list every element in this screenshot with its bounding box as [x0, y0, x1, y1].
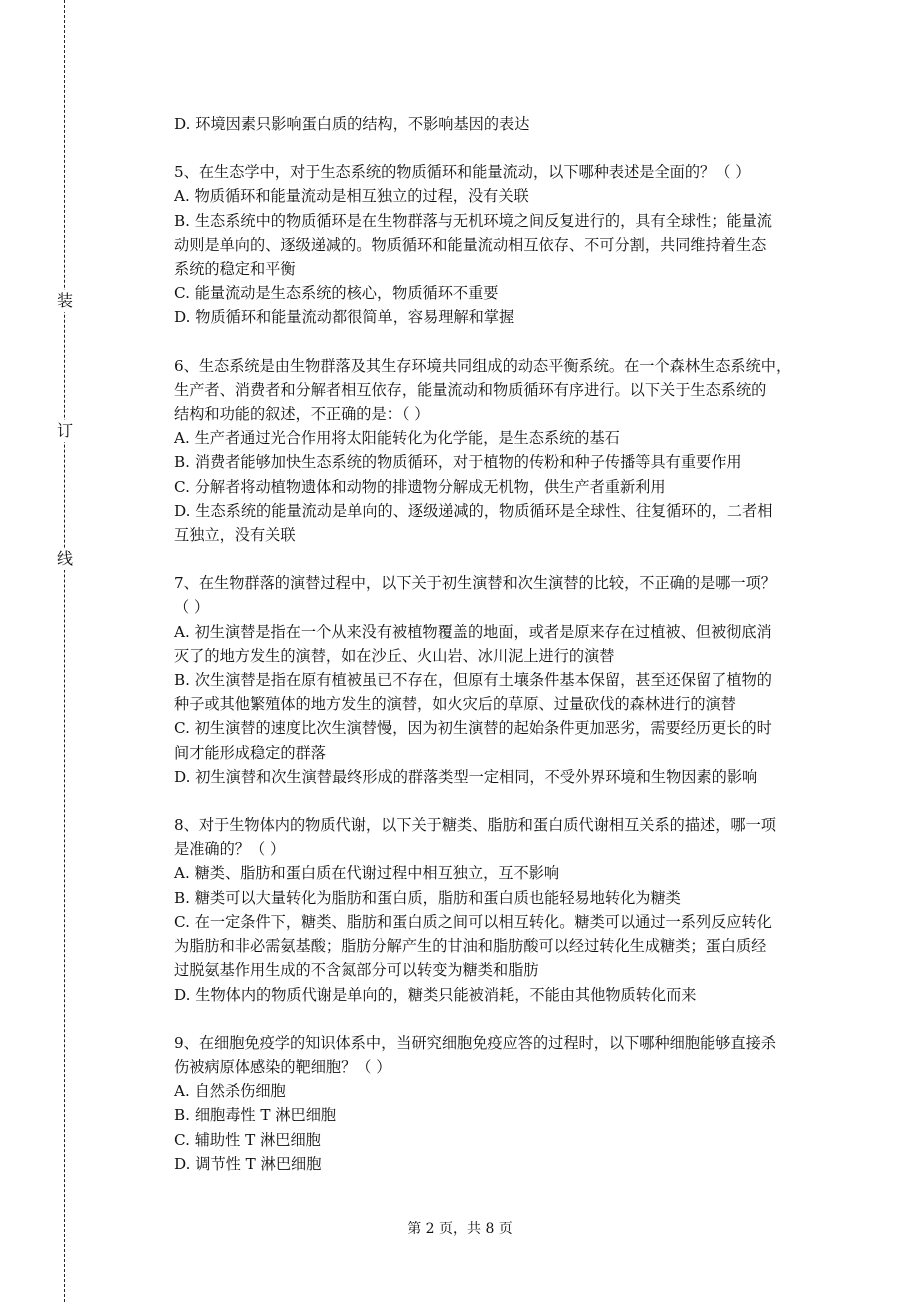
text-line: B. 细胞毒性 T 淋巴细胞 — [174, 1106, 337, 1125]
text-line: B. 消费者能够加快生态系统的物质循环，对于植物的传粉和种子传播等具有重要作用 — [174, 453, 742, 472]
text-line: 灭了的地方发生的演替，如在沙丘、火山岩、冰川泥上进行的演替 — [174, 646, 615, 665]
text-line: 8、对于生物体内的物质代谢，以下关于糖类、脂肪和蛋白质代谢相互关系的描述，哪一项 — [174, 816, 776, 835]
text-line: 间才能形成稳定的群落 — [174, 743, 326, 762]
text-line: B. 次生演替是指在原有植被虽已不存在，但原有土壤条件基本保留，甚至还保留了植物的 — [174, 671, 772, 690]
text-line: D. 调节性 T 淋巴细胞 — [174, 1154, 322, 1173]
text-line: 过脱氨基作用生成的不含氮部分可以转变为糖类和脂肪 — [174, 961, 539, 980]
text-line: D. 生物体内的物质代谢是单向的，糖类只能被消耗，不能由其他物质转化而来 — [174, 985, 697, 1004]
text-line: 伤被病原体感染的靶细胞？（ ） — [174, 1057, 392, 1076]
text-line: A. 生产者通过光合作用将太阳能转化为化学能，是生态系统的基石 — [174, 429, 620, 448]
text-line: C. 辅助性 T 淋巴细胞 — [174, 1130, 321, 1149]
question-gap — [174, 789, 814, 813]
exam-content — [174, 112, 814, 1176]
question-gap — [174, 547, 814, 571]
text-line: C. 分解者将动植物遗体和动物的排遗物分解成无机物，供生产者重新利用 — [174, 477, 666, 496]
binding-char-xian: 线 — [56, 549, 73, 568]
binding-char-ding: 订 — [56, 421, 73, 440]
text-line: C. 在一定条件下，糖类、脂肪和蛋白质之间可以相互转化。糖类可以通过一系列反应转化 — [174, 912, 772, 931]
text-line: 互独立，没有关联 — [174, 526, 296, 545]
text-line: 种子或其他繁殖体的地方发生的演替，如火灾后的草原、过量砍伐的森林进行的演替 — [174, 695, 736, 714]
text-line: 生产者、消费者和分解者相互依存，能量流动和物质循环有序进行。以下关于生态系统的 — [174, 380, 767, 399]
text-line: 9、在细胞免疫学的知识体系中，当研究细胞免疫应答的过程时，以下哪种细胞能够直接杀 — [174, 1033, 776, 1052]
text-line: D. 物质循环和能量流动都很简单，容易理解和掌握 — [174, 308, 515, 327]
text-line: 结构和功能的叙述，不正确的是：（ ） — [174, 405, 430, 424]
page-number-footer: 第 2 页，共 8 页 — [407, 1221, 513, 1237]
text-line: 7、在生物群落的演替过程中，以下关于初生演替和次生演替的比较，不正确的是哪一项？ — [174, 574, 776, 593]
text-line: D. 初生演替和次生演替最终形成的群落类型一定相同，不受外界环境和生物因素的影响 — [174, 767, 758, 786]
binding-dashed-line — [64, 0, 65, 1302]
text-line: 动则是单向的、逐级递减的。物质循环和能量流动相互依存、不可分割，共同维持着生态 — [174, 235, 767, 254]
text-line: （ ） — [174, 598, 210, 617]
text-line: D. 环境因素只影响蛋白质的结构，不影响基因的表达 — [174, 115, 530, 133]
text-line: C. 能量流动是生态系统的核心，物质循环不重要 — [174, 284, 499, 303]
text-line: 系统的稳定和平衡 — [174, 260, 296, 279]
text-line: A. 物质循环和能量流动是相互独立的过程，没有关联 — [174, 187, 529, 206]
text-line: 5、在生态学中，对于生态系统的物质循环和能量流动，以下哪种表述是全面的？（ ） — [174, 163, 751, 182]
text-line: B. 生态系统中的物质循环是在生物群落与无机环境之间反复进行的，具有全球性；能量流 — [174, 211, 772, 230]
text-line: C. 初生演替的速度比次生演替慢，因为初生演替的起始条件更加恶劣，需要经历更长的时 — [174, 719, 772, 738]
text-line: 6、生态系统是由生物群落及其生存环境共同组成的动态平衡系统。在一个森林生态系统中， — [174, 356, 792, 375]
question-gap — [174, 1007, 814, 1031]
text-line: A. 初生演替是指在一个从来没有被植物覆盖的地面，或者是原来存在过植被、但被彻底消 — [174, 622, 772, 641]
text-line: 是准确的？（ ） — [174, 840, 286, 859]
binding-char-zhuang: 装 — [56, 291, 73, 310]
question-gap — [174, 136, 814, 160]
text-line: B. 糖类可以大量转化为脂肪和蛋白质，脂肪和蛋白质也能轻易地转化为糖类 — [174, 888, 681, 907]
text-line: D. 生态系统的能量流动是单向的、逐级递减的，物质循环是全球性、往复循环的，二者相 — [174, 501, 773, 520]
question-gap — [174, 330, 814, 354]
text-line: A. 自然杀伤细胞 — [174, 1082, 286, 1101]
text-line: A. 糖类、脂肪和蛋白质在代谢过程中相互独立，互不影响 — [174, 864, 560, 883]
text-line: 为脂肪和非必需氨基酸；脂肪分解产生的甘油和脂肪酸可以经过转化生成糖类；蛋白质经 — [174, 937, 767, 956]
